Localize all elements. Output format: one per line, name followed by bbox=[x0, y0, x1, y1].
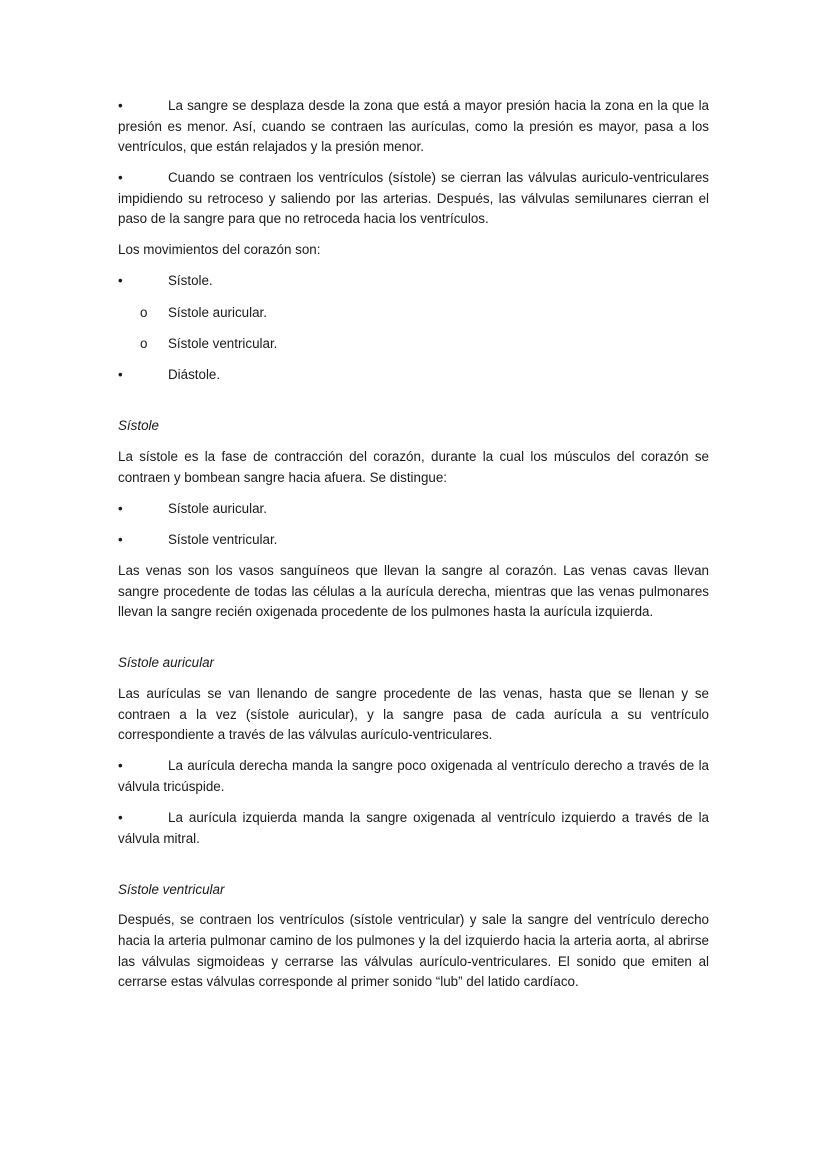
list-subitem bbox=[118, 303, 709, 324]
list-item-text: Sístole auricular. bbox=[168, 500, 267, 516]
spacer bbox=[118, 396, 709, 416]
document-content bbox=[118, 96, 709, 1003]
sub-bullet-marker: o bbox=[140, 335, 148, 351]
list-item-text: Sístole. bbox=[168, 273, 213, 289]
sistole-auricular-bullet-2-text: La aurícula izquierda manda la sangre oxigenada al ventrículo izquierdo a través de la válvula mitral. bbox=[118, 809, 709, 846]
intro-paragraph-2 bbox=[118, 168, 709, 230]
bullet-marker: • bbox=[118, 531, 123, 547]
bullet-marker: • bbox=[118, 98, 123, 113]
sistole-auricular-heading: Sístole auricular bbox=[118, 655, 215, 671]
movimientos-label: Los movimientos del corazón son: bbox=[118, 242, 321, 258]
sistole-ventricular-paragraph: Después, se contraen los ventrículos (sístole ventricular) y sale la sangre del ventrículo derecho hacia la arteria pulmonar camino de los pulmones y la del izquierdo hacia la arteria aorta, al abrirse las válvulas sigmoideas y cerrarse las válvulas aurículo-ventriculares. El sonido que emiten al cerrarse estas válvulas corresponde al primer sonido “lub” del latido cardíaco. bbox=[118, 912, 709, 990]
bullet-marker: • bbox=[118, 500, 123, 516]
spacer bbox=[118, 633, 709, 653]
list-subitem-text: Sístole auricular. bbox=[168, 304, 267, 320]
sistole-ventricular-heading: Sístole ventricular bbox=[118, 881, 225, 897]
sistole-auricular-bullet-2 bbox=[118, 808, 709, 849]
bullet-marker: • bbox=[118, 758, 123, 774]
sistole-paragraph-1: La sístole es la fase de contracción del corazón, durante la cual los músculos del corazón se contraen y bombean sangre hacia afuera. Se distingue: bbox=[118, 449, 709, 485]
intro-paragraph-1 bbox=[118, 96, 709, 158]
list-subitem bbox=[118, 334, 709, 355]
bullet-marker: • bbox=[118, 809, 123, 825]
sub-bullet-marker: o bbox=[140, 304, 148, 320]
sistole-auricular-bullet-1 bbox=[118, 756, 709, 797]
bullet-marker: • bbox=[118, 273, 123, 289]
list-item-text: Diástole. bbox=[168, 366, 221, 382]
list-item bbox=[118, 530, 709, 551]
bullet-marker: • bbox=[118, 170, 123, 186]
sistole-auricular-paragraph: Las aurículas se van llenando de sangre procedente de las venas, hasta que se llenan y se contraen a la vez (sístole auricular), y la sangre pasa de cada aurícula a su ventrículo correspondiente a través de las válvulas aurículo-ventriculares. bbox=[118, 686, 709, 743]
sistole-heading: Sístole bbox=[118, 418, 159, 434]
list-item bbox=[118, 499, 709, 520]
list-item-text: Sístole ventricular. bbox=[168, 531, 278, 547]
spacer bbox=[118, 860, 709, 880]
sistole-auricular-bullet-1-text: La aurícula derecha manda la sangre poco oxigenada al ventrículo derecho a través de la válvula tricúspide. bbox=[118, 758, 709, 794]
list-subitem-text: Sístole ventricular. bbox=[168, 335, 278, 351]
list-item bbox=[118, 271, 709, 292]
intro-paragraph-2-text: Cuando se contraen los ventrículos (sístole) se cierran las válvulas auriculo-ventriculares impidiendo su retroceso y saliendo por las arterias. Después, las válvulas semilunares cierran el paso de la sangre para que no retroceda hacia los ventrículos. bbox=[118, 170, 709, 227]
sistole-paragraph-2: Las venas son los vasos sanguíneos que llevan la sangre al corazón. Las venas cavas llevan sangre procedente de todas las células a la aurícula derecha, mientras que las venas pulmonares llevan la sangre recién oxigenada procedente de los pulmones hasta la aurícula izquierda. bbox=[118, 563, 709, 620]
intro-paragraph-1-text: La sangre se desplaza desde la zona que está a mayor presión hacia la zona en la que la presión es menor. Así, cuando se contraen las aurículas, como la presión es mayor, pasa a los ventrículos, que están relajados y la presión menor. bbox=[118, 98, 709, 155]
list-item bbox=[118, 365, 709, 386]
bullet-marker: • bbox=[118, 366, 123, 382]
